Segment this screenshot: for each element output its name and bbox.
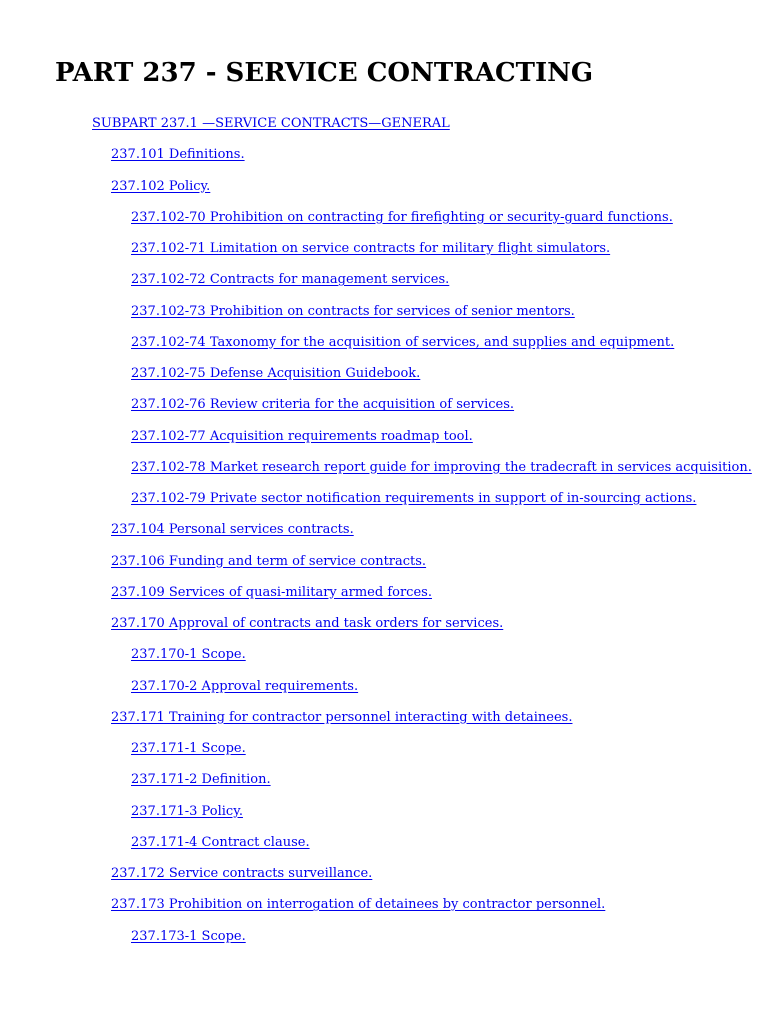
toc-link-section[interactable]: 237.102-71 Limitation on service contracts for military flight simulators. — [131, 241, 611, 256]
toc-link-section[interactable]: 237.102-77 Acquisition requirements roadmap tool. — [131, 428, 473, 444]
toc-link-section[interactable]: 237.102 Policy. — [111, 178, 211, 194]
toc-entry — [0, 176, 752, 207]
toc-link-section[interactable]: 237.102-73 Prohibition on contracts for services of senior mentors. — [131, 303, 575, 319]
toc-link-section[interactable]: 237.102-72 Contracts for management services. — [131, 272, 450, 288]
toc-link-section[interactable]: 237.170-1 Scope. — [131, 647, 246, 663]
toc-entry — [0, 144, 752, 175]
toc-link-section[interactable]: 237.102-74 Taxonomy for the acquisition of services, and supplies and equipment. — [131, 334, 675, 350]
toc-entry — [0, 488, 752, 519]
toc-link-section[interactable]: 237.171-4 Contract clause. — [131, 834, 310, 850]
page-title: PART 237 - SERVICE CONTRACTING — [55, 58, 594, 88]
toc-entry — [0, 394, 752, 425]
toc-link-section[interactable]: 237.102-76 Review criteria for the acquisition of services. — [131, 397, 515, 413]
toc-entry — [0, 644, 752, 675]
toc-entry — [0, 894, 752, 925]
toc-link-section[interactable]: 237.102-78 Market research report guide for improving the tradecraft in services acquisition. — [131, 459, 752, 475]
toc-entry — [0, 301, 752, 332]
toc-link-section[interactable]: 237.171-1 Scope. — [131, 741, 246, 756]
toc-entry — [0, 207, 752, 238]
toc-link-section[interactable]: 237.102-75 Defense Acquisition Guidebook. — [131, 366, 421, 381]
toc-link-section[interactable]: 237.172 Service contracts surveillance. — [111, 866, 373, 881]
toc-link-section[interactable]: 237.102-79 Private sector notification requirements in support of in-sourcing actions. — [131, 491, 697, 506]
toc-entry — [0, 238, 752, 269]
toc-entry — [0, 551, 752, 582]
toc-entry — [0, 426, 752, 457]
table-of-contents — [0, 113, 752, 957]
toc-entry — [0, 363, 752, 394]
toc-entry — [0, 832, 752, 863]
toc-entry — [0, 801, 752, 832]
toc-entry — [0, 613, 752, 644]
toc-entry — [0, 707, 752, 738]
toc-entry — [0, 113, 752, 144]
toc-link-section[interactable]: 237.109 Services of quasi-military armed forces. — [111, 584, 432, 600]
toc-link-section[interactable]: 237.104 Personal services contracts. — [111, 522, 354, 538]
toc-link-section[interactable]: 237.171 Training for contractor personnel interacting with detainees. — [111, 709, 573, 725]
toc-entry — [0, 332, 752, 363]
toc-link-section[interactable]: 237.170-2 Approval requirements. — [131, 678, 359, 694]
toc-link-section[interactable]: 237.102-70 Prohibition on contracting for firefighting or security-guard functions. — [131, 209, 673, 225]
toc-entry — [0, 863, 752, 894]
toc-entry — [0, 676, 752, 707]
toc-entry — [0, 769, 752, 800]
toc-link-section[interactable]: 237.101 Definitions. — [111, 147, 245, 163]
toc-entry — [0, 582, 752, 613]
toc-link-section[interactable]: 237.106 Funding and term of service contracts. — [111, 553, 427, 569]
toc-entry — [0, 926, 752, 957]
toc-link-section[interactable]: 237.171-3 Policy. — [131, 803, 243, 819]
toc-link-subpart[interactable]: SUBPART 237.1 —SERVICE CONTRACTS—GENERAL — [92, 116, 450, 131]
toc-link-section[interactable]: 237.171-2 Definition. — [131, 772, 271, 788]
toc-link-section[interactable]: 237.170 Approval of contracts and task orders for services. — [111, 616, 504, 631]
toc-entry — [0, 457, 752, 488]
toc-link-section[interactable]: 237.173 Prohibition on interrogation of detainees by contractor personnel. — [111, 897, 606, 913]
toc-entry — [0, 519, 752, 550]
toc-link-section[interactable]: 237.173-1 Scope. — [131, 928, 246, 944]
toc-entry — [0, 738, 752, 769]
toc-entry — [0, 269, 752, 300]
